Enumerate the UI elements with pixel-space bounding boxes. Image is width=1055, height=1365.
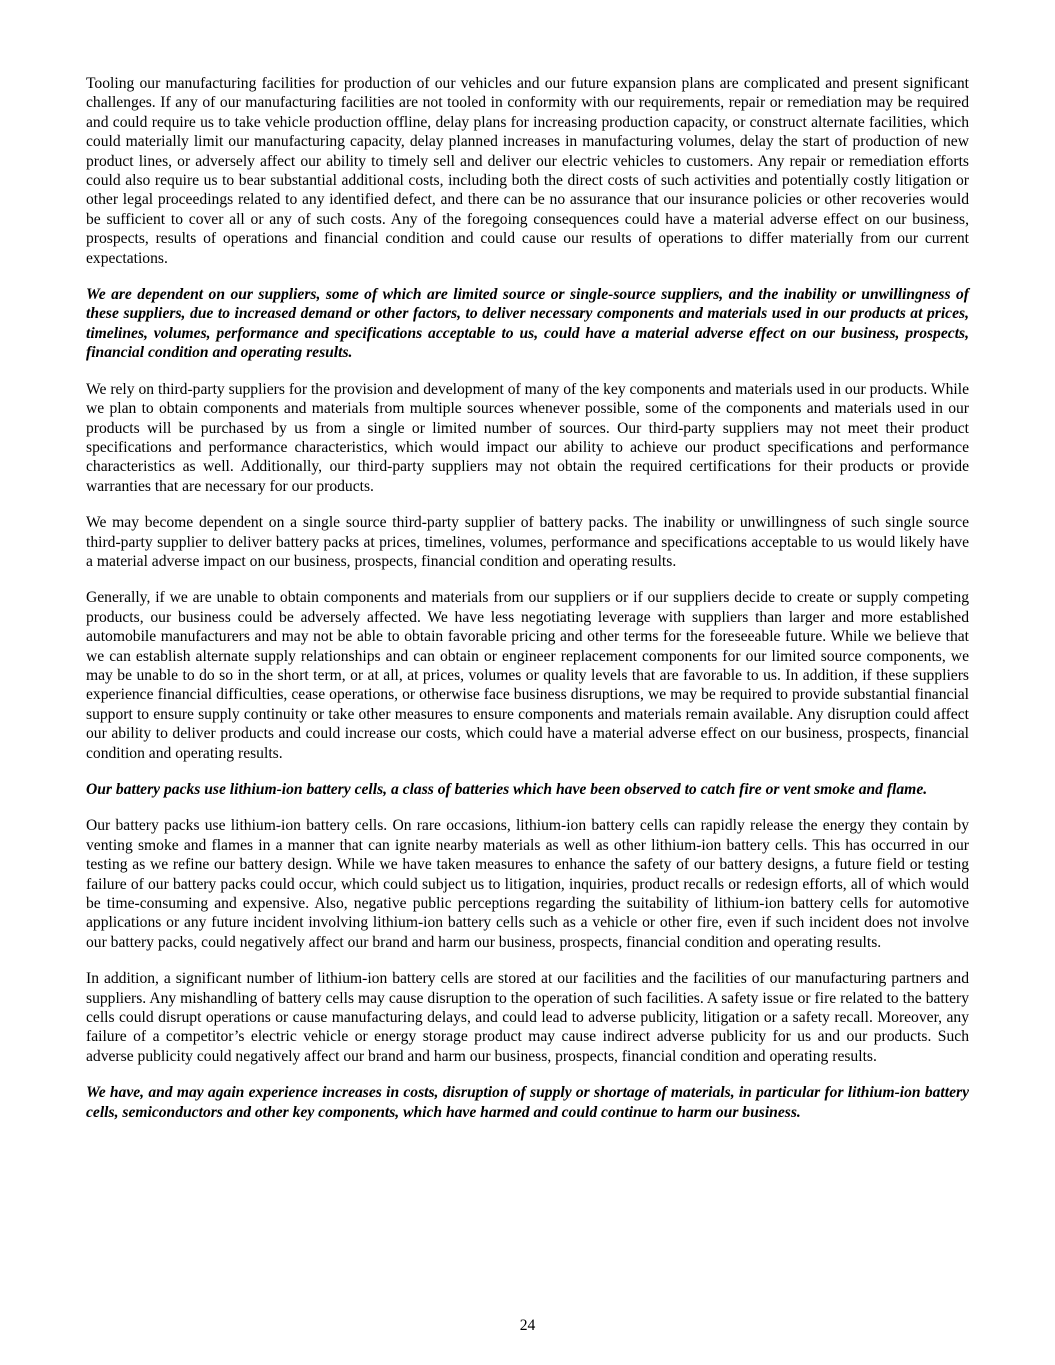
page-number: 24 [519, 1317, 536, 1334]
paragraph-manufacturing-tooling: Tooling our manufacturing facilities for production of our vehicles and our future expansion plans are complicated and present significant challenges. If any of our manufacturing facilities are not tooled in conformity with our requirements, repair or remediation may be required and could require us to take vehicle production offline, delay plans for increasing production capacity, or construct alternate facilities, which could materially limit our manufacturing capacity, delay planned increases in manufacturing volumes, delay the start of production of new product lines, or adversely affect our ability to timely sell and deliver our electric vehicles to customers. Any repair or remediation efforts could also require us to bear substantial additional costs, including both the direct costs of such activities and potentially costly litigation or other legal proceedings related to any identified defect, and there can be no assurance that our insurance policies or other recoveries would be sufficient to cover all or any of such costs. Any of the foregoing consequences could have a material adverse effect on our business, prospects, results of operations and financial condition and could cause our results of operations to differ materially from our current expectations. [86, 75, 969, 267]
risk-heading-supplier-dependence: We are dependent on our suppliers, some of which are limited source or single-source suppliers, and the inability or unwillingness of these suppliers, due to increased demand or other factors, to deliver necessary components and materials used in our products at prices, timelines, volumes, performance and specifications acceptable to us, could have a material adverse effect on our business, prospects, financial condition and operating results. [86, 286, 969, 362]
paragraph-supply-disruption: Generally, if we are unable to obtain components and materials from our suppliers or if our suppliers decide to create or supply competing products, our business could be adversely affected. We have less negotiating leverage with suppliers than larger and more established automobile manufacturers and may not be able to obtain favorable pricing and other terms for the foreseeable future. While we believe that we can establish alternate supply relationships and can obtain or engineer replacement components for our limited source components, we may be unable to do so in the short term, or at all, at prices, volumes or quality levels that are favorable to us. In addition, if these suppliers experience financial difficulties, cease operations, or otherwise face business disruptions, we may be required to provide substantial financial support to ensure supply continuity or take other measures to ensure components and materials remain available. Any disruption could affect our ability to deliver products and could increase our costs, which could have a material adverse effect on our business, prospects, financial condition and operating results. [86, 589, 969, 762]
paragraph-battery-safety: Our battery packs use lithium-ion battery cells. On rare occasions, lithium-ion battery cells can rapidly release the energy they contain by venting smoke and flames in a manner that can ignite nearby materials as well as other lithium-ion battery cells. This has occurred in our testing as we refine our battery design. While we have taken measures to enhance the safety of our battery designs, a future field or testing failure of our battery packs could occur, which could subject us to litigation, inquiries, product recalls or redesign efforts, all of which would be time-consuming and expensive. Also, negative public perceptions regarding the suitability of lithium-ion battery cells for automotive applications or any future incident involving lithium-ion battery cells such as a vehicle or other fire, even if such incident does not involve our battery packs, could negatively affect our brand and harm our business, prospects, financial condition and operating results. [86, 817, 969, 951]
document-body [86, 74, 969, 1139]
paragraph-battery-pack-supplier: We may become dependent on a single source third-party supplier of battery packs. The inability or unwillingness of such single source third-party supplier to deliver battery packs at prices, timelines, volumes, performance and specifications acceptable to us would likely have a material adverse impact on our business, prospects, financial condition and operating results. [86, 514, 969, 570]
paragraph-battery-storage: In addition, a significant number of lithium-ion battery cells are stored at our facilities and the facilities of our manufacturing partners and suppliers. Any mishandling of battery cells may cause disruption to the operation of such facilities. A safety issue or fire related to the battery cells could disrupt operations or cause manufacturing delays, and could lead to adverse publicity, litigation or a safety recall. Moreover, any failure of a competitor’s electric vehicle or energy storage product may cause indirect adverse publicity for us and our products. Such adverse publicity could negatively affect our brand and harm our business, prospects, financial condition and operating results. [86, 970, 969, 1065]
risk-heading-material-costs: We have, and may again experience increases in costs, disruption of supply or shortage of materials, in particular for lithium-ion battery cells, semiconductors and other key components, which have harmed and could continue to harm our business. [86, 1084, 969, 1121]
risk-heading-lithium-ion-cells: Our battery packs use lithium-ion battery cells, a class of batteries which have been observed to catch fire or vent smoke and flame. [86, 781, 928, 798]
paragraph-third-party-suppliers: We rely on third-party suppliers for the provision and development of many of the key components and materials used in our products. While we plan to obtain components and materials from multiple sources whenever possible, some of the components and materials used in our products will be purchased by us from a single or limited number of sources. Our third-party suppliers may not meet their product specifications and performance characteristics, which would impact our ability to achieve our product specifications and performance characteristics as well. Additionally, our third-party suppliers may not obtain the required certifications for their products or provide warranties that are necessary for our products. [86, 380, 969, 495]
